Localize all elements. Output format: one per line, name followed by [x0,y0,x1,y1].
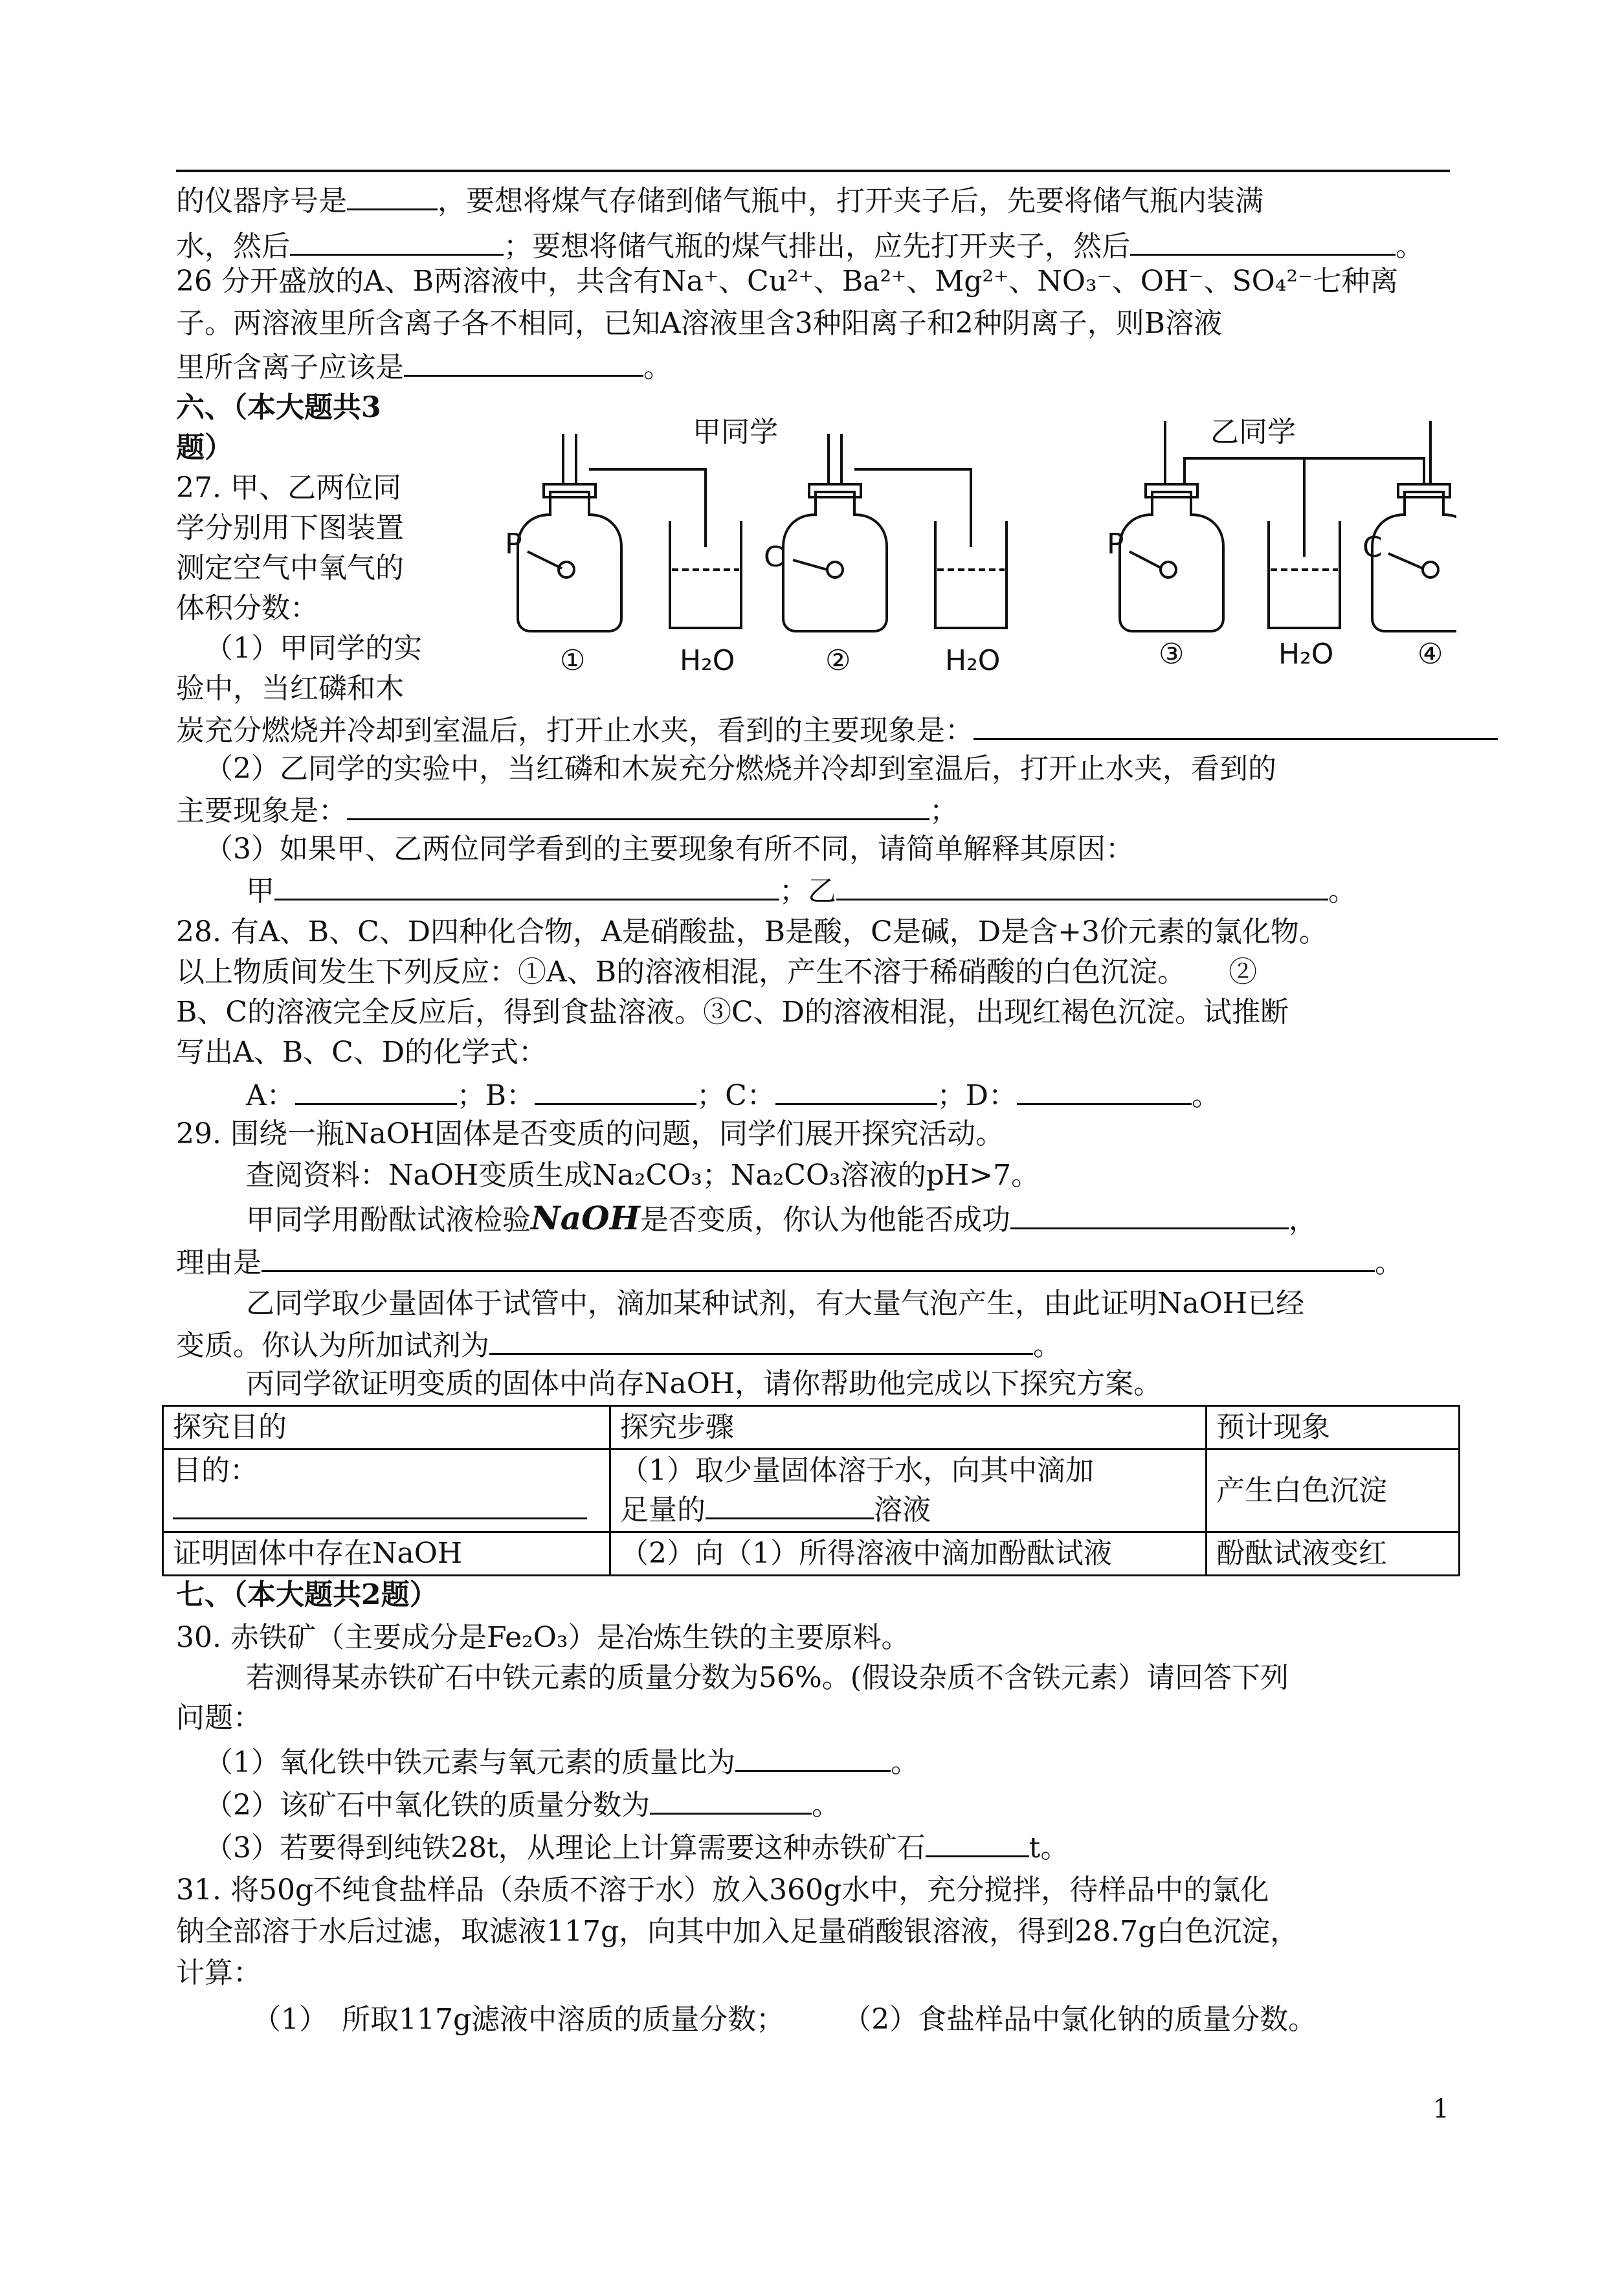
q31-line-1: 31. 将50g不纯食盐样品（杂质不溶于水）放入360g水中，充分搅拌，待样品中的氯化 [176,1874,1269,1907]
bottle-4 [1372,421,1456,631]
answer-blank-d[interactable] [1017,1075,1192,1105]
label-c-4: C [1363,531,1383,564]
q27-line-10: （3）如果甲、乙两位同学看到的主要现象有所不同，请简单解释其原因： [205,833,1134,866]
table-header: 预计现象 [1207,1406,1460,1449]
q30-line-5: （2）该矿石中氧化铁的质量分数为 。 [205,1784,840,1825]
label-water-3: H₂O [1278,638,1334,671]
q25-line-1: 的仪器序号是 ，要想将煤气存储到储气瓶中，打开夹子后，先要将储气瓶内装满 [176,180,1263,221]
q27-line-7: 炭充分燃烧并冷却到室温后，打开止水夹，看到的主要现象是： [176,710,1498,750]
q29-line-4: 理由是 。 [176,1242,1403,1282]
section-6-heading: 六、（本大题共3 [176,391,381,424]
q27-line-8: （2）乙同学的实验中，当红磷和木炭充分燃烧并冷却到室温后，打开止水夹，看到的 [205,752,1276,785]
section-6-heading-cont: 题） [176,431,233,464]
figure-title-jia: 甲同学 [693,416,778,449]
label-water-2: H₂O [945,644,1001,677]
table-cell: （2）向（1）所得溶液中滴加酚酞试液 [610,1532,1207,1576]
q30-line-6: （3）若要得到纯铁28t，从理论上计算需要这种赤铁矿石 t。 [205,1827,1069,1868]
table-row [163,1449,1460,1532]
q29-line-2: 查阅资料：NaOH变质生成Na₂CO₃；Na₂CO₃溶液的pH>7。 [246,1159,1040,1192]
table-cell: 产生白色沉淀 [1207,1449,1460,1532]
answer-blank[interactable] [1010,1199,1289,1229]
q29-line-1: 29. 围绕一瓶NaOH固体是否变质的问题，同学们展开探究活动。 [176,1117,1005,1150]
q27-line-4: 体积分数： [176,592,318,625]
table-cell: （1）取少量固体溶于水，向其中滴加 足量的 溶液 [610,1449,1207,1532]
page-number: 1 [1432,2094,1449,2124]
answer-blank[interactable] [173,1489,587,1519]
q26-line-1: 26 分开盛放的A、B两溶液中，共含有Na⁺、Cu²⁺、Ba²⁺、Mg²⁺、NO₃⁻、OH⁻、SO₄²⁻七种离 [176,265,1399,298]
answer-blank-b[interactable] [535,1075,696,1105]
answer-blank[interactable] [404,346,643,377]
experiment-table [162,1405,1460,1576]
q30-line-1: 30. 赤铁矿（主要成分是Fe₂O₃）是冶炼生铁的主要原料。 [176,1621,910,1654]
answer-blank[interactable] [261,1242,1375,1272]
q25-line-2: 水，然后 ；要想将储气瓶的煤气排出，应先打开夹子，然后 。 [176,225,1424,266]
answer-blank[interactable] [706,1489,874,1519]
q29-line-3: 甲同学用酚酞试液检验NaOH是否变质，你认为他能否成功 ， [246,1199,1317,1237]
q30-line-2: 若测得某赤铁矿石中铁元素的质量分数为56%。(假设杂质不含铁元素）请回答下列 [246,1661,1289,1694]
q28-answers: A： ；B： ；C： ；D： 。 [246,1075,1220,1115]
answer-blank[interactable] [735,1741,891,1772]
q27-line-2: 学分别用下图装置 [176,511,404,544]
q27-line-9: 主要现象是： ； [176,790,958,831]
answer-blank[interactable] [973,710,1498,740]
table-header-row [163,1406,1460,1449]
answer-blank[interactable] [650,1784,812,1815]
q27-line-6: 验中，当红磷和木 [176,672,404,705]
q28-line-1: 28. 有A、B、C、D四种化合物，A是硝酸盐，B是酸，C是碱，D是含+3价元素的氯化物。 [176,915,1328,948]
header-rule [176,170,1450,172]
q28-line-4: 写出A、B、C、D的化学式： [176,1036,548,1069]
section-7-heading: 七、（本大题共2题） [176,1578,438,1611]
q31-line-3: 计算： [176,1956,261,1989]
answer-blank[interactable] [926,1827,1029,1857]
answer-blank[interactable] [489,1325,1033,1355]
table-row [163,1532,1460,1576]
answer-blank[interactable] [274,870,779,900]
figure-title-yi: 乙同学 [1210,416,1296,449]
bottle-2 [783,434,971,631]
answer-blank-a[interactable] [295,1075,457,1105]
table-cell: 证明固体中存在NaOH [163,1532,610,1576]
q28-line-3: B、C的溶液完全反应后，得到食盐溶液。③C、D的溶液相混，出现红褐色沉淀。试推断 [176,996,1289,1029]
label-water-1: H₂O [680,644,735,677]
label-n1: ① [560,644,586,677]
label-p-1: P [505,528,522,561]
answer-blank[interactable] [290,225,504,256]
bottle-1 [518,434,706,631]
label-c-2: C [764,541,784,574]
label-p-3: P [1107,528,1124,561]
answer-blank-c[interactable] [775,1075,937,1105]
label-n3: ③ [1159,638,1185,671]
answer-blank[interactable] [1130,225,1396,256]
q29-line-5: 乙同学取少量固体于试管中，滴加某种试剂，有大量气泡产生，由此证明NaOH已经 [246,1287,1305,1320]
q29-line-6: 变质。你认为所加试剂为 。 [176,1325,1062,1365]
answer-blank[interactable] [347,790,929,820]
table-header: 探究步骤 [610,1406,1207,1449]
q26-line-3: 里所含离子应该是 。 [176,346,672,387]
answer-blank[interactable] [836,870,1328,900]
q30-line-3: 问题： [176,1701,261,1734]
label-n4: ④ [1418,638,1443,671]
q29-line-7: 丙同学欲证明变质的固体中尚存NaOH，请你帮助他完成以下探究方案。 [246,1367,1162,1400]
table-cell: 酚酞试液变红 [1207,1532,1460,1576]
bottle-3 [1120,421,1223,631]
q26-line-2: 子。两溶液里所含离子各不相同，已知A溶液里含3种阳离子和2种阴离子，则B溶液 [176,307,1223,340]
q31-line-4: （1） 所取117g滤液中溶质的质量分数； （2）食盐样品中氯化钠的质量分数。 [252,2003,1317,2036]
answer-blank[interactable] [347,180,438,210]
q31-line-2: 钠全部溶于水后过滤，取滤液117g，向其中加入足量硝酸银溶液，得到28.7g白色沉淀， [176,1915,1299,1948]
q27-line-1: 27. 甲、乙两位同 [176,471,401,504]
q27-line-11: 甲 ；乙 。 [246,870,1357,911]
label-n2: ② [825,644,851,677]
q28-line-2: 以上物质间发生下列反应：①A、B的溶液相混，产生不溶于稀硝酸的白色沉淀。 ② [176,956,1258,989]
table-header: 探究目的 [163,1406,610,1449]
q27-line-3: 测定空气中氧气的 [176,552,404,585]
apparatus-figure [492,408,1456,680]
q30-line-4: （1）氧化铁中铁元素与氧元素的质量比为 。 [205,1741,919,1782]
q27-line-5: （1）甲同学的实 [205,632,422,665]
table-cell: 目的： [163,1449,610,1532]
